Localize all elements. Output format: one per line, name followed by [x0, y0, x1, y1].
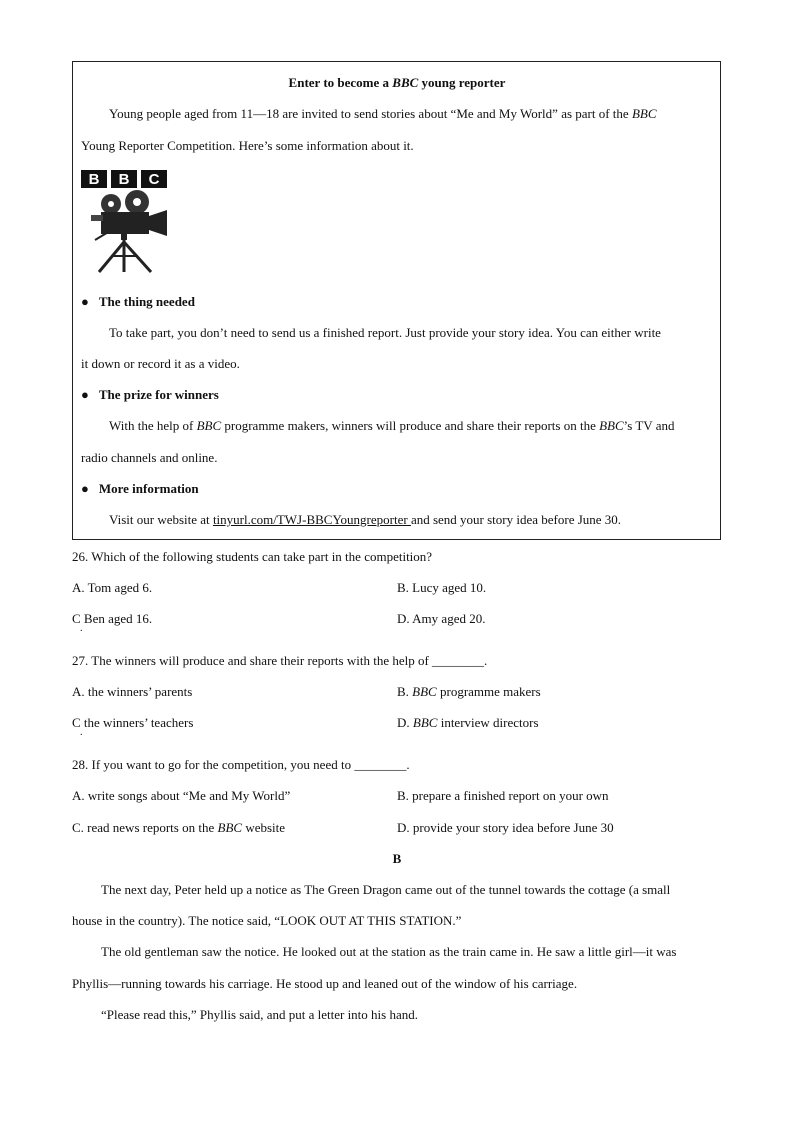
passage-b-p3-line-1: “Please read this,” Phyllis said, and put a letter into his hand. [101, 1007, 418, 1022]
question-27-option-b: B. BBC programme makers [397, 684, 541, 699]
question-26-option-d: D. Amy aged 20. [397, 611, 486, 626]
website-link[interactable]: tinyurl.com/TWJ-BBCYoungreporter [212, 512, 411, 527]
question-27-option-c: C the winners’ teachers [72, 715, 194, 730]
question-28-stem: 28. If you want to go for the competition, you need to ________. [72, 757, 410, 772]
passage-b-p2-line-1: The old gentleman saw the notice. He looked out at the station as the train came in. He saw a little girl—it was [101, 944, 677, 959]
question-27-option-d: D. BBC interview directors [397, 715, 539, 730]
logo-letter-2: B [118, 171, 130, 188]
more-info-line: Visit our website at tinyurl.com/TWJ-BBCYoungreporter and send your story idea before June 30. [109, 512, 622, 527]
section-more-info-heading: ● More information [81, 481, 199, 496]
passage-b-p1-line-2: house in the country). The notice said, “LOOK OUT AT THIS STATION.” [72, 913, 462, 928]
logo-letter-1: B [88, 171, 100, 188]
notice-title: Enter to become a BBC young reporter [288, 75, 506, 90]
question-27-option-a: A. the winners’ parents [72, 684, 193, 699]
logo-letter-3: C [148, 171, 160, 188]
passage-b-p1-line-1: The next day, Peter held up a notice as The Green Dragon came out of the tunnel towards the cottage (a small [101, 882, 671, 897]
prize-line-2: radio channels and online. [81, 450, 218, 465]
intro-line-2: Young Reporter Competition. Here’s some information about it. [81, 138, 414, 153]
question-28-option-a: A. write songs about “Me and My World” [72, 788, 291, 803]
passage-b-heading: B [392, 851, 402, 866]
question-26-stem: 26. Which of the following students can take part in the competition? [72, 549, 433, 564]
question-28-option-c: C. read news reports on the BBC website [72, 820, 286, 835]
movie-camera-icon [91, 190, 167, 272]
intro-line-1: Young people aged from 11—18 are invited to send stories about “Me and My World” as part of the BBC [109, 106, 657, 121]
prize-line-1: With the help of BBC programme makers, winners will produce and share their reports on the BBC’s TV and [109, 418, 675, 433]
question-26-option-b: B. Lucy aged 10. [397, 580, 487, 595]
stray-dot-mark: . [80, 623, 83, 634]
bbc-camera-logo [81, 168, 171, 278]
question-27-stem: 27. The winners will produce and share their reports with the help of ________. [72, 653, 488, 668]
thing-needed-line-2: it down or record it as a video. [81, 356, 240, 371]
passage-b-p2-line-2: Phyllis—running towards his carriage. He stood up and leaned out of the window of his carriage. [72, 976, 578, 991]
question-26-option-c: C Ben aged 16. [72, 611, 153, 626]
question-28-option-b: B. prepare a finished report on your own [397, 788, 609, 803]
section-thing-needed-heading: ● The thing needed [81, 294, 195, 309]
section-prize-heading: ● The prize for winners [81, 387, 219, 402]
thing-needed-line-1: To take part, you don’t need to send us a finished report. Just provide your story idea. You can either write [109, 325, 661, 340]
stray-dot-mark: . [80, 727, 83, 738]
question-28-option-d: D. provide your story idea before June 30 [397, 820, 614, 835]
question-26-option-a: A. Tom aged 6. [72, 580, 153, 595]
